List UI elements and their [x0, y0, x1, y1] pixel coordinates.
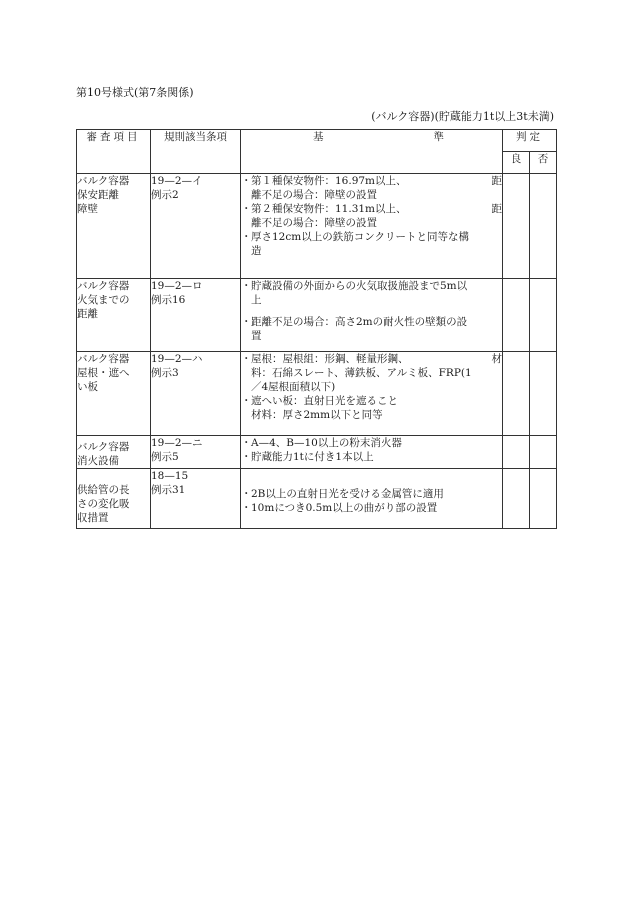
- item-line: 供給管の長: [77, 484, 130, 496]
- table-row: [77, 436, 557, 469]
- standard-text: 距離不足の場合：高さ2mの耐火性の壁類の設: [251, 316, 468, 328]
- item-line: 屋根・遮へ: [77, 367, 130, 379]
- item-line: 収措置: [77, 512, 109, 524]
- header-no: 否: [530, 152, 557, 174]
- item-cell: [77, 174, 151, 279]
- standard-line: [251, 244, 502, 258]
- bullet-mark: ・: [241, 231, 252, 243]
- standard-line: [251, 408, 502, 422]
- item-line: バルク容器: [77, 441, 130, 453]
- standard-text: 離不足の場合：障壁の設置: [251, 189, 377, 201]
- bullet-mark: ・: [241, 280, 252, 292]
- item-line: バルク容器: [77, 353, 130, 365]
- standard-bullet: [241, 315, 502, 343]
- standard-text: 2B以上の直射日光を受ける金属管に適用: [251, 488, 444, 500]
- standard-line: [251, 436, 502, 450]
- standard-text: 第２種保安物件：11.31m以上、: [251, 203, 407, 215]
- rule-line: 19—2—ニ: [151, 437, 203, 449]
- standard-text: 10mにつき0.5m以上の曲がり部の設置: [251, 502, 438, 514]
- judge-good-cell[interactable]: [503, 352, 530, 436]
- item-cell: [77, 469, 151, 529]
- rule-cell: [151, 469, 241, 529]
- item-line: 消火設備: [77, 455, 119, 467]
- standard-text-end: 材: [491, 353, 502, 365]
- standard-line: [251, 380, 502, 394]
- item-line: い板: [77, 381, 98, 393]
- bullet-mark: ・: [241, 175, 252, 187]
- standard-bullet: [241, 487, 502, 501]
- standard-line: [251, 315, 502, 329]
- table-row: [77, 174, 557, 279]
- item-line: バルク容器: [77, 280, 130, 292]
- rule-cell: [151, 436, 241, 469]
- item-line: 障壁: [77, 203, 98, 215]
- rule-cell: [151, 174, 241, 279]
- item-line: 火気までの: [77, 294, 130, 306]
- standard-line: [251, 501, 502, 515]
- standard-text: ／4屋根面積以下): [251, 381, 336, 393]
- standard-line: [251, 352, 502, 366]
- item-line: 保安距離: [77, 189, 119, 201]
- table-row: [77, 352, 557, 436]
- rule-line: 19—2—ロ: [151, 280, 203, 292]
- header-good: 良: [503, 152, 530, 174]
- rule-cell: [151, 352, 241, 436]
- judge-no-cell[interactable]: [530, 279, 557, 352]
- standard-line: [251, 487, 502, 501]
- standard-cell: [241, 279, 503, 352]
- rule-line: 例示31: [151, 484, 186, 496]
- bullet-mark: ・: [241, 395, 252, 407]
- item-line: さの変化吸: [77, 498, 130, 510]
- standard-bullet: [241, 450, 502, 464]
- rule-line: 19—2—ハ: [151, 353, 203, 365]
- standard-line: [251, 188, 502, 202]
- bullet-mark: ・: [241, 316, 252, 328]
- item-cell: [77, 352, 151, 436]
- item-cell: [77, 436, 151, 469]
- standard-line: [251, 450, 502, 464]
- judge-no-cell[interactable]: [530, 436, 557, 469]
- rule-cell: [151, 279, 241, 352]
- form-number: 第10号様式(第7条関係): [76, 86, 194, 99]
- rule-line: 例示5: [151, 451, 179, 463]
- header-item: 審査項目: [77, 130, 151, 174]
- rule-line: 例示16: [151, 294, 186, 306]
- scope-note: (バルク容器)(貯蔵能力1t以上3t未満): [371, 110, 554, 123]
- standard-line: [251, 293, 502, 307]
- standard-text: 厚さ12cm以上の鉄筋コンクリートと同等な構: [251, 231, 469, 243]
- standard-text: 遮へい板：直射日光を遮ること: [251, 395, 398, 407]
- bullet-mark: ・: [241, 451, 252, 463]
- judge-good-cell[interactable]: [503, 174, 530, 279]
- standard-text: 貯蔵設備の外面からの火気取扱施設まで5m以: [251, 280, 468, 292]
- inspection-table: [76, 129, 557, 529]
- standard-line: [251, 174, 502, 188]
- rule-line: 例示3: [151, 367, 179, 379]
- standard-cell: [241, 436, 503, 469]
- bullet-mark: ・: [241, 437, 252, 449]
- standard-text: A—4、B—10以上の粉末消火器: [251, 437, 402, 449]
- standard-line: [251, 366, 502, 380]
- standard-text: 屋根：屋根組：形鋼、軽量形鋼、: [251, 353, 409, 365]
- item-line: バルク容器: [77, 175, 130, 187]
- table-row: [77, 279, 557, 352]
- rule-line: 例示2: [151, 189, 179, 201]
- standard-bullet: [241, 501, 502, 515]
- judge-good-cell[interactable]: [503, 279, 530, 352]
- rule-line: 19—2—イ: [151, 175, 203, 187]
- standard-text: 材料：厚さ2mm以下と同等: [251, 409, 383, 421]
- standard-text: 置: [251, 330, 262, 342]
- standard-cell: [241, 174, 503, 279]
- judge-no-cell[interactable]: [530, 174, 557, 279]
- rule-line: 18—15: [151, 470, 189, 482]
- standard-text: 貯蔵能力1tに付き1本以上: [251, 451, 374, 463]
- standard-bullet: [241, 352, 502, 394]
- standard-line: [251, 230, 502, 244]
- standard-bullet: [241, 436, 502, 450]
- table-row: [77, 469, 557, 529]
- standard-bullet: [241, 174, 502, 202]
- standard-bullet: [241, 279, 502, 307]
- judge-no-cell[interactable]: [530, 469, 557, 529]
- standard-text-end: 距: [491, 203, 502, 215]
- standard-cell: [241, 352, 503, 436]
- item-line: 距離: [77, 308, 98, 320]
- judge-no-cell[interactable]: [530, 352, 557, 436]
- standard-line: [251, 279, 502, 293]
- standard-line: [251, 202, 502, 216]
- standard-text: 第１種保安物件：16.97m以上、: [251, 175, 407, 187]
- standard-cell: [241, 469, 503, 529]
- header-standard: 基 準: [241, 130, 503, 174]
- standard-text: 離不足の場合：障壁の設置: [251, 217, 377, 229]
- standard-line: [251, 394, 502, 408]
- standard-text-end: 距: [491, 175, 502, 187]
- standard-text: 造: [251, 245, 262, 257]
- standard-text: 料：石綿スレート、薄鉄板、アルミ板、FRP(1: [251, 367, 472, 379]
- judge-good-cell[interactable]: [503, 436, 530, 469]
- standard-bullet: [241, 394, 502, 422]
- bullet-mark: ・: [241, 488, 252, 500]
- judge-good-cell[interactable]: [503, 469, 530, 529]
- standard-line: [251, 216, 502, 230]
- standard-line: [251, 329, 502, 343]
- standard-bullet: [241, 202, 502, 230]
- item-cell: [77, 279, 151, 352]
- bullet-mark: ・: [241, 203, 252, 215]
- header-judgment: 判定: [503, 130, 557, 152]
- bullet-mark: ・: [241, 353, 252, 365]
- standard-bullet: [241, 230, 502, 258]
- header-rule: 規則該当条項: [151, 130, 241, 174]
- bullet-mark: ・: [241, 502, 252, 514]
- standard-text: 上: [251, 294, 262, 306]
